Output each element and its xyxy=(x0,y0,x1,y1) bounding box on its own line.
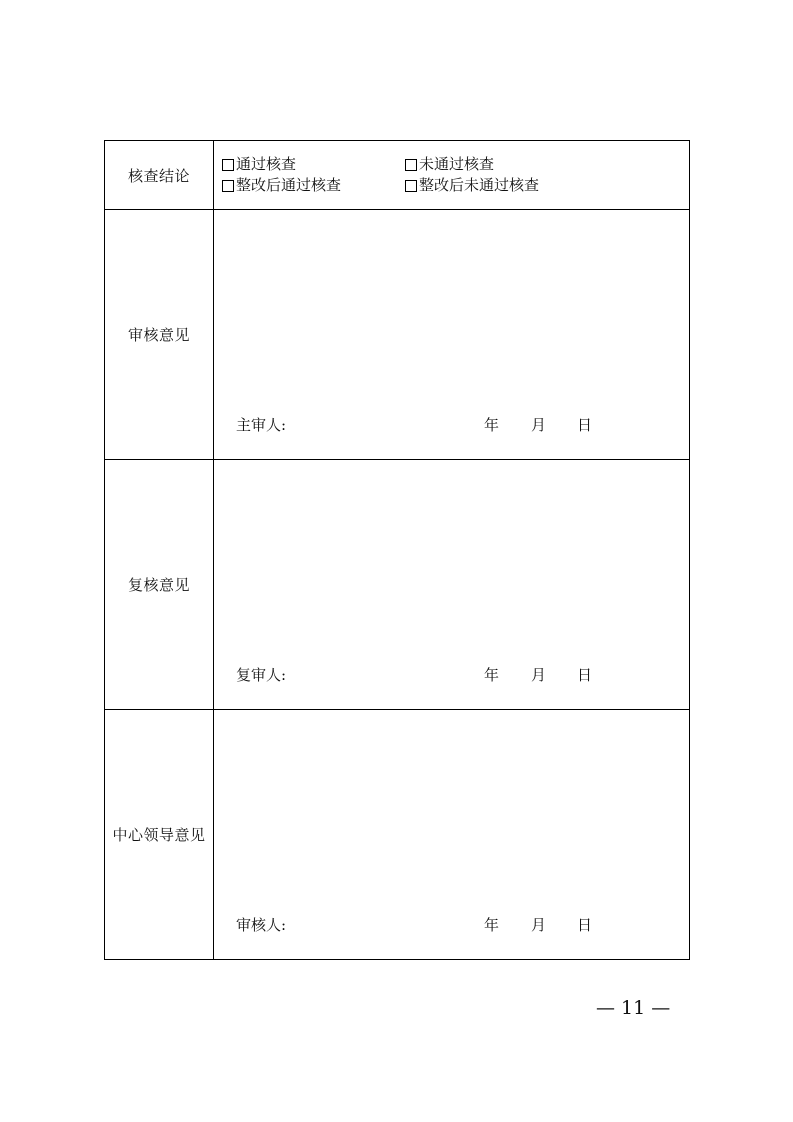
checkbox-icon[interactable] xyxy=(222,159,234,171)
date-month-label: 月 xyxy=(531,666,547,684)
review-row xyxy=(105,210,690,460)
option-label: 整改后通过核查 xyxy=(236,176,342,194)
date-day-label: 日 xyxy=(577,416,593,434)
date-month-label: 月 xyxy=(531,416,547,434)
recheck-opinion-field[interactable] xyxy=(214,460,690,710)
page-number: — 11 — xyxy=(596,997,671,1019)
checkbox-icon[interactable] xyxy=(405,159,417,171)
signer-label: 复审人: xyxy=(236,666,287,684)
review-label: 审核意见 xyxy=(105,210,214,460)
option-label: 通过核查 xyxy=(236,155,297,173)
option-passed-after-rectification[interactable] xyxy=(222,176,405,195)
signer-label: 审核人: xyxy=(236,916,287,934)
checkbox-icon[interactable] xyxy=(405,180,417,192)
recheck-row xyxy=(105,460,690,710)
date-day-label: 日 xyxy=(577,916,593,934)
date-month-label: 月 xyxy=(531,916,547,934)
date-day-label: 日 xyxy=(577,666,593,684)
option-label: 未通过核查 xyxy=(419,155,495,173)
option-label: 整改后未通过核查 xyxy=(419,176,540,194)
option-not-passed[interactable] xyxy=(405,155,689,174)
recheck-label: 复核意见 xyxy=(105,460,214,710)
conclusion-options xyxy=(214,155,689,195)
leader-opinion-field[interactable] xyxy=(214,710,690,960)
leader-label: 中心领导意见 xyxy=(105,710,214,960)
checkbox-icon[interactable] xyxy=(222,180,234,192)
conclusion-options-cell xyxy=(214,141,690,210)
review-opinion-field[interactable] xyxy=(214,210,690,460)
conclusion-label: 核查结论 xyxy=(105,141,214,210)
date-year-label: 年 xyxy=(484,416,500,434)
date-year-label: 年 xyxy=(484,916,500,934)
conclusion-row xyxy=(105,141,690,210)
date-year-label: 年 xyxy=(484,666,500,684)
option-passed[interactable] xyxy=(222,155,405,174)
option-not-passed-after-rectification[interactable] xyxy=(405,176,689,195)
signer-label: 主审人: xyxy=(236,416,287,434)
leader-row xyxy=(105,710,690,960)
review-form-table xyxy=(104,140,690,960)
